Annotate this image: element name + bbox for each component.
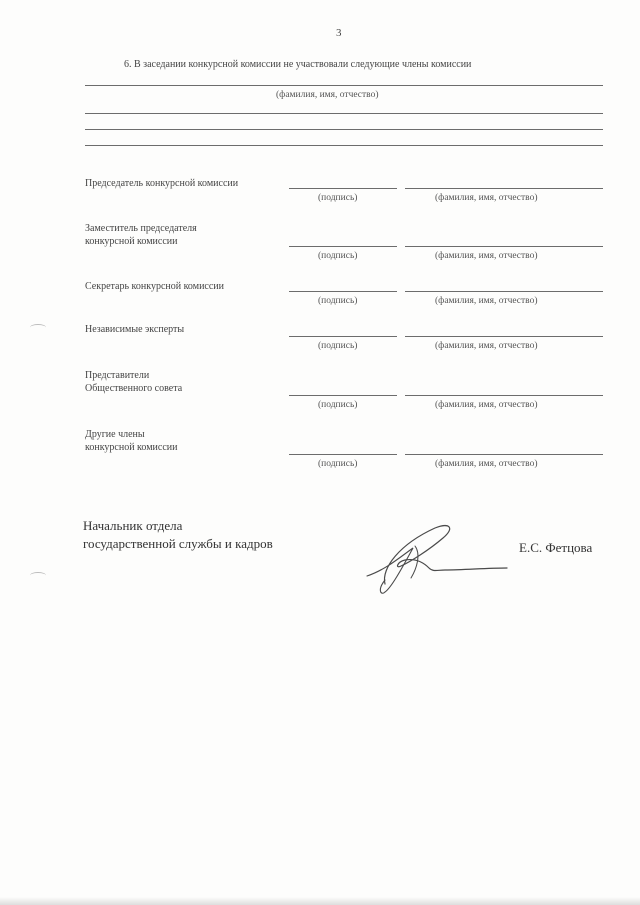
head-title-line: Начальник отдела bbox=[83, 518, 183, 533]
section-6-caption: (фамилия, имя, отчество) bbox=[276, 90, 379, 100]
role-independent-experts bbox=[85, 323, 184, 336]
name-caption: (фамилия, имя, отчество) bbox=[435, 193, 538, 203]
role-label-line: Заместитель председателя bbox=[85, 223, 197, 234]
absent-members-line-1 bbox=[85, 85, 603, 86]
signature-caption: (подпись) bbox=[318, 341, 358, 351]
role-label-line: Общественного совета bbox=[85, 383, 183, 394]
signature-line bbox=[289, 188, 397, 189]
name-line bbox=[405, 336, 603, 337]
role-other-members bbox=[85, 428, 177, 454]
name-line bbox=[405, 246, 603, 247]
page-number: 3 bbox=[336, 27, 342, 39]
name-line bbox=[405, 454, 603, 455]
signature-caption: (подпись) bbox=[318, 459, 358, 469]
name-caption: (фамилия, имя, отчество) bbox=[435, 341, 538, 351]
handwritten-signature bbox=[355, 518, 515, 598]
section-6-text: 6. В заседании конкурсной комиссии не участвовали следующие члены комиссии bbox=[124, 59, 472, 70]
absent-members-line-2 bbox=[85, 113, 603, 114]
signature-line bbox=[289, 454, 397, 455]
punch-hole-mark bbox=[30, 324, 46, 331]
name-line bbox=[405, 291, 603, 292]
signature-caption: (подпись) bbox=[318, 296, 358, 306]
signature-line bbox=[289, 395, 397, 396]
role-label-line: конкурсной комиссии bbox=[85, 442, 178, 453]
head-name: Е.С. Фетцова bbox=[519, 540, 593, 555]
absent-members-line-3 bbox=[85, 129, 603, 130]
punch-hole-mark bbox=[30, 572, 46, 579]
role-public-council bbox=[85, 369, 182, 395]
role-label-line: Представители bbox=[85, 370, 150, 381]
name-line bbox=[405, 188, 603, 189]
role-label-line: Секретарь конкурсной комиссии bbox=[85, 281, 224, 292]
signature-line bbox=[289, 336, 397, 337]
signature-line bbox=[289, 246, 397, 247]
role-secretary bbox=[85, 280, 224, 293]
name-line bbox=[405, 395, 603, 396]
role-label-line: Независимые эксперты bbox=[85, 324, 185, 335]
scan-edge-shadow bbox=[0, 897, 640, 905]
role-chairman bbox=[85, 177, 238, 190]
head-title bbox=[83, 517, 273, 553]
role-label-line: конкурсной комиссии bbox=[85, 236, 178, 247]
name-caption: (фамилия, имя, отчество) bbox=[435, 251, 538, 261]
role-label-line: Председатель конкурсной комиссии bbox=[85, 178, 239, 189]
name-caption: (фамилия, имя, отчество) bbox=[435, 296, 538, 306]
signature-caption: (подпись) bbox=[318, 193, 358, 203]
name-caption: (фамилия, имя, отчество) bbox=[435, 459, 538, 469]
head-title-line: государственной службы и кадров bbox=[83, 536, 273, 551]
signature-caption: (подпись) bbox=[318, 400, 358, 410]
signature-caption: (подпись) bbox=[318, 251, 358, 261]
signature-line bbox=[289, 291, 397, 292]
role-label-line: Другие члены bbox=[85, 429, 145, 440]
role-deputy-chairman bbox=[85, 222, 197, 248]
name-caption: (фамилия, имя, отчество) bbox=[435, 400, 538, 410]
absent-members-line-4 bbox=[85, 145, 603, 146]
